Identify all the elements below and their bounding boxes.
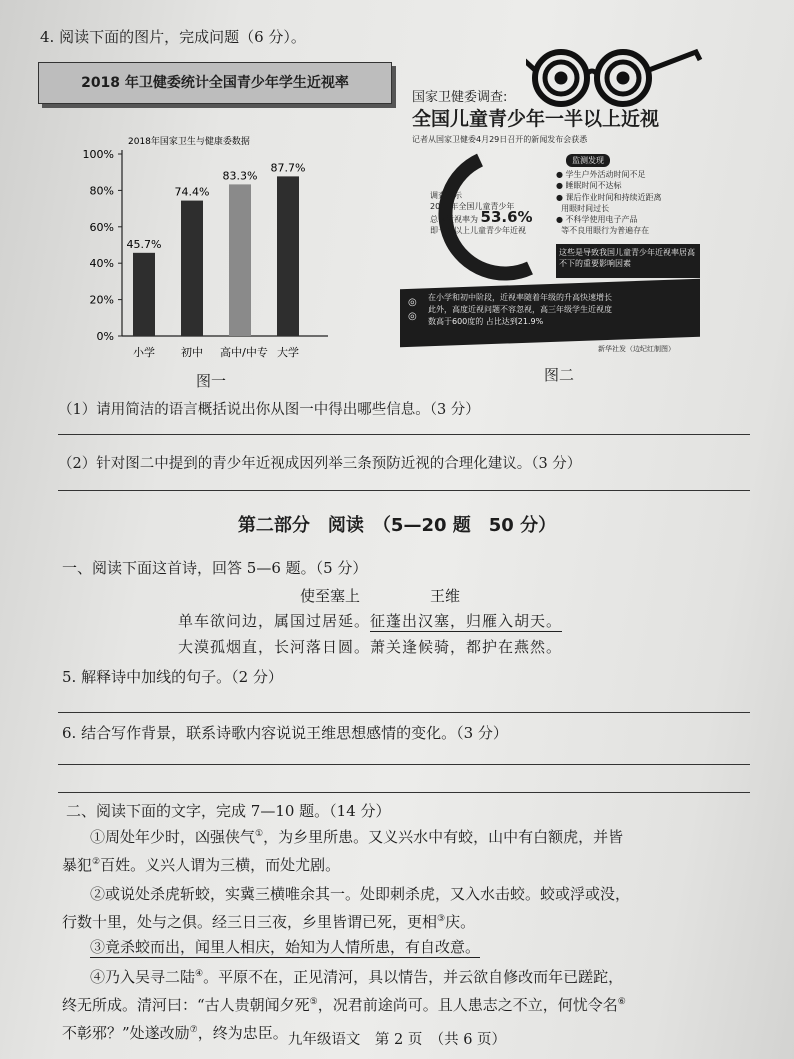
category-label: 大学	[277, 346, 299, 359]
category-label: 小学	[133, 346, 155, 359]
section-1-instructions: 一、阅读下面这首诗，回答 5—6 题。（5 分）	[62, 559, 368, 577]
figure-1-caption: 图一	[196, 372, 227, 390]
glasses-icon	[526, 40, 706, 110]
infographic-figure-2	[398, 40, 708, 360]
poem-title: 使至塞上	[300, 587, 361, 605]
finding-item: ● 学生户外活动时间不足	[556, 170, 646, 180]
question-6: 6. 结合写作背景，联系诗歌内容说说王维思想感情的变化。（3 分）	[62, 724, 508, 742]
infographic-headline: 全国儿童青少年一半以上近视	[412, 108, 660, 130]
part-2-heading: 第二部分 阅读 （5—20 题 50 分）	[237, 515, 557, 536]
answer-line	[58, 712, 750, 713]
answer-line	[58, 490, 750, 491]
underlined-verse: 征蓬出汉塞，归雁入胡天。	[370, 612, 563, 630]
infographic-header: 国家卫健委调查:	[412, 90, 508, 105]
finding-item: 等不良用眼行为普遍存在	[561, 226, 650, 236]
findings-title: 监测发现	[566, 154, 610, 167]
bottom-text	[428, 292, 696, 328]
bar-chart-figure-1	[70, 130, 340, 365]
survey-text	[430, 190, 533, 236]
bar	[229, 184, 251, 336]
paragraph-1: ①周处年少时，凶强侠气①，为乡里所患。又义兴水中有蛟，山中有白额虎，并皆 暴犯②百姓。义兴人谓为三横，而处尤剧。	[62, 828, 624, 874]
paragraph-3	[62, 935, 762, 960]
section-2-instructions: 二、阅读下面的文字，完成 7—10 题。（14 分）	[66, 802, 391, 820]
y-tick-label: 0%	[96, 330, 114, 343]
bottom-line: 此外，高度近视问题不容忽视，高三年级学生近视度	[428, 305, 612, 314]
bottom-line: 在小学和初中阶段，近视率随着年级的升高快速增长	[428, 293, 612, 302]
y-tick-label: 60%	[89, 220, 114, 234]
bar-value-label: 74.4%	[174, 185, 210, 199]
bar	[277, 176, 299, 336]
survey-line: 2018年全国儿童青少年	[430, 202, 515, 211]
finding-item: ● 睡眠时间不达标	[556, 181, 622, 191]
figure-banner: 2018 年卫健委统计全国青少年学生近视率	[38, 62, 392, 104]
y-tick-label: 100%	[82, 148, 114, 161]
figure-2-caption: 图二	[544, 366, 575, 384]
category-label: 初中	[181, 346, 203, 359]
poem-line-2: 大漠孤烟直，长河落日圆。萧关逢候骑，都护在燕然。	[178, 638, 563, 656]
question-4-2: （2）针对图二中提到的青少年近视成因列举三条预防近视的合理化建议。（3 分）	[58, 456, 582, 472]
bullet-icons: ◎ ◎	[408, 297, 417, 322]
paragraph-4: ④乃入吴寻二陆④。平原不在，正见清河，具以情告，并云欲自修改而年已蹉跎， 终无所成。清河曰：“古人贵朝闻夕死⑤，况君前途尚可。且人患志之不立，何忧令名⑥ 不彰邪？”处遂改励⑦，终为忠臣。	[62, 968, 626, 1042]
page-footer: 九年级语文 第 2 页 （共 6 页）	[287, 1032, 507, 1048]
bar-value-label: 87.7%	[270, 161, 306, 175]
infographic-credit: 新华社发（边纪红制图）	[598, 345, 675, 353]
bar-value-label: 83.3%	[222, 169, 258, 183]
poem-line-1: 单车欲问边，属国过居延。征蓬出汉塞，归雁入胡天。	[178, 612, 563, 630]
conclusion-box: 这些是导致我国儿童青少年近视率居高不下的重要影响因素	[556, 244, 700, 278]
category-label: 高中/中专	[220, 346, 268, 359]
answer-line	[58, 434, 750, 435]
bottom-line: 数高于600度的 占比达到21.9%	[428, 317, 544, 326]
bar	[133, 253, 155, 336]
question-4-title: 4. 阅读下面的图片，完成问题（6 分）。	[40, 28, 306, 46]
finding-item: ● 课后作业时间和持续近距离	[556, 192, 662, 202]
finding-item: ● 不科学使用电子产品	[556, 215, 638, 225]
survey-line: 即一半以上儿童青少年近视	[430, 226, 526, 235]
question-5: 5. 解释诗中加线的句子。（2 分）	[62, 668, 283, 686]
survey-rate: 53.6%	[480, 208, 533, 226]
underlined-sentence: ③竟杀蛟而出，闻里人相庆，始知为人情所患，有自改意。	[90, 938, 481, 956]
answer-line	[58, 792, 750, 793]
paragraph-2: ②或说处杀虎斩蛟，实冀三横唯余其一。处即刺杀虎，又入水击蛟。蛟或浮或没， 行数十里，处与之俱。经三日三夜，乡里皆谓已死，更相③庆。	[62, 885, 631, 931]
poem-author: 王维	[430, 587, 461, 605]
answer-line	[58, 764, 750, 765]
survey-line: 调查显示	[430, 191, 462, 200]
survey-line: 总体近视率为 53.6%	[430, 208, 533, 226]
y-tick-label: 40%	[89, 257, 114, 271]
finding-item: 用眼时间过长	[561, 203, 610, 213]
bar	[181, 201, 203, 336]
y-tick-label: 20%	[89, 293, 114, 307]
chart-title: 2018年国家卫生与健康委数据	[128, 137, 250, 147]
classical-passage	[62, 822, 762, 1046]
findings-box	[556, 154, 696, 236]
question-4-1: （1）请用简洁的语言概括说出你从图一中得出哪些信息。（3 分）	[58, 402, 480, 418]
infographic-dateline: 记者从国家卫健委4月29日召开的新闻发布会获悉	[412, 135, 588, 144]
y-tick-label: 80%	[89, 184, 114, 198]
bar-value-label: 45.7%	[126, 237, 162, 251]
